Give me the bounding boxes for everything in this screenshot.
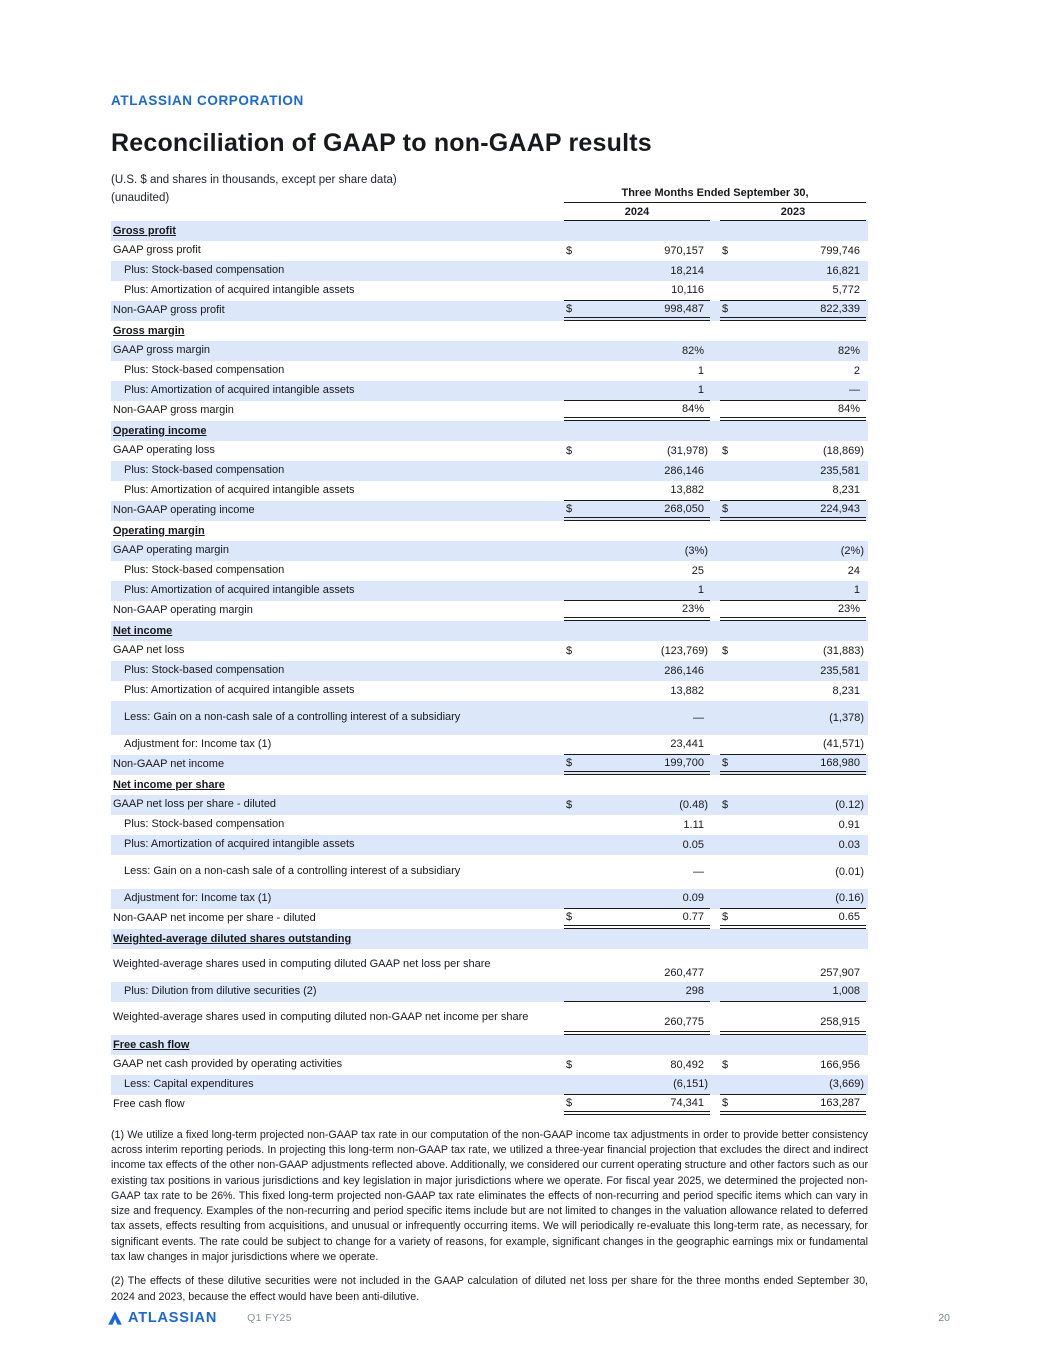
value: 23% (681, 602, 704, 615)
value-cell-2024 (564, 601, 710, 621)
value: (0.16) (835, 892, 864, 905)
table-row (111, 1055, 868, 1075)
footnotes (111, 1128, 868, 1305)
currency-symbol: $ (722, 756, 729, 769)
value-cell-2023 (720, 1055, 866, 1075)
value: (1,378) (829, 711, 864, 724)
value-cell-2024 (564, 361, 710, 381)
value: 80,492 (670, 1058, 704, 1071)
value: 5,772 (832, 284, 860, 297)
row-label: Less: Capital expenditures (124, 1077, 254, 1090)
value: 286,146 (664, 464, 704, 477)
row-label: GAAP net cash provided by operating activities (113, 1057, 343, 1070)
value: (3%) (684, 544, 708, 557)
value-cell-2024 (564, 561, 710, 581)
table-row (111, 241, 868, 261)
value: 0.77 (682, 910, 704, 923)
value-cell-2024 (564, 855, 710, 889)
section-row (111, 775, 868, 795)
value: 24 (847, 564, 860, 577)
value: 0.65 (838, 910, 860, 923)
atlassian-logo (107, 1310, 217, 1326)
page-footer (107, 1310, 950, 1326)
table-row (111, 541, 868, 561)
table-row (111, 441, 868, 461)
currency-symbol: $ (566, 756, 573, 769)
period-header: Three Months Ended September 30, (564, 187, 866, 203)
table-row (111, 661, 868, 681)
value-cell-2024 (564, 1095, 710, 1115)
section-label: Free cash flow (113, 1038, 190, 1051)
value: (31,883) (823, 644, 864, 657)
value-cell-2023 (720, 441, 866, 461)
value-cell-2024 (564, 982, 710, 1002)
value-cell-2024 (564, 301, 710, 321)
value: (0.12) (835, 798, 864, 811)
value: 2 (853, 364, 860, 377)
value: 0.03 (838, 838, 860, 851)
table-row (111, 301, 868, 321)
currency-symbol: $ (722, 302, 729, 315)
column-header-2024: 2024 (564, 203, 710, 221)
value-cell-2023 (720, 501, 866, 521)
table-row (111, 341, 868, 361)
value-cell-2023 (720, 381, 866, 401)
value-cell-2023 (720, 661, 866, 681)
row-label: Adjustment for: Income tax (1) (124, 891, 272, 904)
row-label: Plus: Amortization of acquired intangible assets (124, 483, 355, 496)
value: (31,978) (667, 444, 708, 457)
table-row (111, 795, 868, 815)
table-row (111, 835, 868, 855)
table-row (111, 909, 868, 929)
value: 0.91 (838, 818, 860, 831)
value: 8,231 (832, 684, 860, 697)
value-cell-2023 (720, 241, 866, 261)
subtitle-unaudited: (unaudited) (111, 191, 170, 204)
value-cell-2023 (720, 755, 866, 775)
row-label: Plus: Stock-based compensation (124, 463, 285, 476)
value: (0.01) (835, 865, 864, 878)
value: 1 (697, 364, 704, 377)
section-row (111, 321, 868, 341)
value-cell-2023 (720, 561, 866, 581)
value-cell-2024 (564, 281, 710, 301)
table-row (111, 361, 868, 381)
row-label: GAAP operating loss (113, 443, 215, 456)
value: 1,008 (832, 985, 860, 998)
value-cell-2024 (564, 261, 710, 281)
value-cell-2023 (720, 815, 866, 835)
table-row (111, 755, 868, 775)
value-cell-2023 (720, 855, 866, 889)
row-label: Non-GAAP gross profit (113, 303, 225, 316)
value-cell-2023 (720, 949, 866, 982)
value-cell-2024 (564, 461, 710, 481)
table-row (111, 261, 868, 281)
table-row (111, 641, 868, 661)
value: 0.05 (682, 838, 704, 851)
table-row (111, 949, 868, 982)
value: 1 (853, 584, 860, 597)
row-label: Plus: Stock-based compensation (124, 563, 285, 576)
value-cell-2024 (564, 401, 710, 421)
value-cell-2024 (564, 341, 710, 361)
table-row (111, 855, 868, 889)
footnote: (1) We utilize a fixed long-term projected non-GAAP tax rate in our computation of the non-GAAP income tax adjustments in order to provide better consistency across interim reporting periods. In projecting this long-term non-GAAP tax rate, we utilized a three-year financial projection that excludes the direct and indirect income tax effects of the other non-GAAP adjustments reflected above. Additionally, we considered our current operating structure and other factors such as our existing tax positions in various jurisdictions and key legislation in major jurisdictions where we operate. For fiscal year 2025, we determined the projected non-GAAP tax rate to be 26%. This fixed long-term projected non-GAAP tax rate eliminates the effects of non-recurring and period specific items which can vary in size and frequency. Examples of the non-recurring and period specific items include but are not limited to changes in the valuation allowance related to deferred tax assets, effects resulting from acquisitions, and unusual or infrequently occurring items. We will periodically re-evaluate this long-term rate, as necessary, for significant events. The rate could be subject to change for a variety of reasons, for example, significant changes in the geographic earnings mix or fundamental tax law changes in major jurisdictions where we operate. (111, 1128, 868, 1263)
value: 10,116 (671, 284, 704, 297)
company-name: ATLASSIAN CORPORATION (111, 93, 304, 108)
page-number: 20 (938, 1312, 950, 1324)
value: 235,581 (820, 464, 860, 477)
row-label: Plus: Amortization of acquired intangible assets (124, 383, 355, 396)
column-header-2023: 2023 (720, 203, 866, 221)
value: — (693, 865, 704, 878)
table-row (111, 501, 868, 521)
value-cell-2024 (564, 1075, 710, 1095)
footnote: (2) The effects of these dilutive securities were not included in the GAAP calculation of diluted net loss per share for the three months ended September 30, 2024 and 2023, because the effect would have been anti-dilutive. (111, 1275, 868, 1303)
row-label: Plus: Stock-based compensation (124, 263, 285, 276)
row-label: Weighted-average shares used in computing diluted non-GAAP net income per share (113, 1011, 529, 1024)
value: 260,477 (664, 966, 704, 979)
value-cell-2024 (564, 641, 710, 661)
table-header (111, 172, 868, 221)
table-row (111, 381, 868, 401)
value-cell-2023 (720, 641, 866, 661)
value: 23,441 (670, 738, 704, 751)
value-cell-2024 (564, 441, 710, 461)
currency-symbol: $ (566, 444, 573, 457)
currency-symbol: $ (722, 444, 729, 457)
value-cell-2023 (720, 341, 866, 361)
row-label: GAAP net loss (113, 643, 185, 656)
footer-period: Q1 FY25 (247, 1312, 292, 1324)
row-label: Non-GAAP net income per share - diluted (113, 911, 316, 924)
value: 16,821 (826, 264, 860, 277)
row-label: Plus: Amortization of acquired intangible assets (124, 837, 355, 850)
currency-symbol: $ (722, 644, 729, 657)
value-cell-2023 (720, 735, 866, 755)
value: 998,487 (664, 302, 704, 315)
reconciliation-table (111, 221, 868, 1115)
currency-symbol: $ (566, 910, 573, 923)
currency-symbol: $ (566, 302, 573, 315)
table-row (111, 1075, 868, 1095)
value: — (693, 711, 704, 724)
value-cell-2024 (564, 1002, 710, 1035)
row-label: GAAP operating margin (113, 543, 229, 556)
value: 84% (837, 402, 860, 415)
value: 286,146 (664, 664, 704, 677)
value: 1 (697, 584, 704, 597)
value: 82% (681, 344, 704, 357)
table-row (111, 735, 868, 755)
value: 166,956 (820, 1058, 860, 1071)
year-columns (564, 203, 866, 221)
value: 168,980 (820, 756, 860, 769)
value: 970,157 (664, 244, 704, 257)
value: 84% (681, 402, 704, 415)
table-row (111, 1002, 868, 1035)
value: 257,907 (820, 966, 860, 979)
value: 13,882 (670, 684, 704, 697)
value: 235,581 (820, 664, 860, 677)
value: (18,869) (823, 444, 864, 457)
value: — (849, 384, 860, 397)
section-label: Gross margin (113, 324, 185, 337)
value: (41,571) (823, 738, 864, 751)
row-label: GAAP net loss per share - diluted (113, 797, 277, 810)
currency-symbol: $ (722, 502, 729, 515)
currency-symbol: $ (566, 1096, 573, 1109)
value-cell-2023 (720, 361, 866, 381)
currency-symbol: $ (566, 244, 573, 257)
table-row (111, 581, 868, 601)
value: 74,341 (670, 1096, 704, 1109)
value-cell-2024 (564, 815, 710, 835)
table-row (111, 401, 868, 421)
table-row (111, 982, 868, 1002)
table-row (111, 481, 868, 501)
row-label: GAAP gross profit (113, 243, 201, 256)
currency-symbol: $ (722, 244, 729, 257)
value: 1.11 (683, 818, 704, 831)
period-block (564, 187, 866, 221)
section-label: Net income (113, 624, 173, 637)
section-label: Gross profit (113, 224, 176, 237)
value-cell-2023 (720, 681, 866, 701)
value: 224,943 (820, 502, 860, 515)
value: 822,339 (820, 302, 860, 315)
value-cell-2024 (564, 795, 710, 815)
value-cell-2024 (564, 755, 710, 775)
value: 258,915 (820, 1015, 860, 1028)
row-label: Non-GAAP net income (113, 757, 225, 770)
value: 260,775 (664, 1015, 704, 1028)
value-cell-2024 (564, 835, 710, 855)
value-cell-2024 (564, 481, 710, 501)
value: 1 (697, 384, 704, 397)
section-label: Operating margin (113, 524, 205, 537)
section-row (111, 221, 868, 241)
value-cell-2023 (720, 1002, 866, 1035)
page-title: Reconciliation of GAAP to non-GAAP results (111, 129, 652, 157)
table-row (111, 281, 868, 301)
value: 199,700 (664, 756, 704, 769)
value-cell-2024 (564, 949, 710, 982)
section-row (111, 621, 868, 641)
value-cell-2023 (720, 982, 866, 1002)
value: 18,214 (670, 264, 704, 277)
currency-symbol: $ (566, 644, 573, 657)
value: 82% (837, 344, 860, 357)
content (111, 0, 868, 1314)
value: 8,231 (832, 484, 860, 497)
row-label: Plus: Stock-based compensation (124, 663, 285, 676)
value-cell-2024 (564, 661, 710, 681)
section-label: Weighted-average diluted shares outstanding (113, 932, 352, 945)
value: (123,769) (660, 644, 708, 657)
value-cell-2023 (720, 1095, 866, 1115)
value-cell-2023 (720, 1075, 866, 1095)
value: (3,669) (829, 1078, 864, 1091)
value-cell-2024 (564, 1055, 710, 1075)
value: 0.09 (682, 892, 704, 905)
table-row (111, 561, 868, 581)
row-label: Plus: Stock-based compensation (124, 363, 285, 376)
row-label: Non-GAAP operating income (113, 503, 255, 516)
table-row (111, 1095, 868, 1115)
value: (6,151) (673, 1078, 708, 1091)
value: 799,746 (820, 244, 860, 257)
value-cell-2023 (720, 481, 866, 501)
row-label: Plus: Stock-based compensation (124, 817, 285, 830)
subtitle-units: (U.S. $ and shares in thousands, except per share data) (111, 174, 397, 186)
value-cell-2024 (564, 381, 710, 401)
value-cell-2023 (720, 581, 866, 601)
table-row (111, 461, 868, 481)
row-label: Less: Gain on a non-cash sale of a controlling interest of a subsidiary (124, 864, 461, 877)
row-label: Plus: Dilution from dilutive securities (2) (124, 984, 317, 997)
row-label: Non-GAAP gross margin (113, 403, 234, 416)
currency-symbol: $ (722, 798, 729, 811)
value-cell-2024 (564, 581, 710, 601)
row-label: Plus: Amortization of acquired intangible assets (124, 283, 355, 296)
value: (0.48) (679, 798, 708, 811)
section-row (111, 929, 868, 949)
section-label: Net income per share (113, 778, 225, 791)
row-label: Plus: Amortization of acquired intangible assets (124, 583, 355, 596)
value: 25 (691, 564, 704, 577)
table-row (111, 681, 868, 701)
value-cell-2023 (720, 835, 866, 855)
section-label: Operating income (113, 424, 207, 437)
value-cell-2023 (720, 701, 866, 735)
row-label: Free cash flow (113, 1097, 185, 1110)
row-label: Non-GAAP operating margin (113, 603, 253, 616)
value-cell-2023 (720, 461, 866, 481)
row-label: Adjustment for: Income tax (1) (124, 737, 272, 750)
value-cell-2024 (564, 241, 710, 261)
value-cell-2024 (564, 701, 710, 735)
value-cell-2023 (720, 601, 866, 621)
table-row (111, 701, 868, 735)
value-cell-2023 (720, 541, 866, 561)
value: 163,287 (820, 1096, 860, 1109)
atlassian-wordmark: ATLASSIAN (128, 1310, 218, 1326)
row-label: GAAP gross margin (113, 343, 211, 356)
value: (2%) (840, 544, 864, 557)
value-cell-2023 (720, 281, 866, 301)
value-cell-2023 (720, 401, 866, 421)
value-cell-2024 (564, 735, 710, 755)
row-label: Less: Gain on a non-cash sale of a controlling interest of a subsidiary (124, 710, 461, 723)
value-cell-2024 (564, 681, 710, 701)
value: 268,050 (664, 502, 704, 515)
currency-symbol: $ (566, 1058, 573, 1071)
section-row (111, 421, 868, 441)
table-row (111, 815, 868, 835)
value-cell-2023 (720, 889, 866, 909)
value-cell-2023 (720, 301, 866, 321)
currency-symbol: $ (566, 502, 573, 515)
atlassian-mark-icon (107, 1310, 123, 1326)
currency-symbol: $ (722, 1058, 729, 1071)
currency-symbol: $ (566, 798, 573, 811)
value-cell-2024 (564, 889, 710, 909)
value: 23% (837, 602, 860, 615)
value: 298 (685, 985, 704, 998)
value-cell-2023 (720, 261, 866, 281)
row-label: Plus: Amortization of acquired intangible assets (124, 683, 355, 696)
value: 13,882 (670, 484, 704, 497)
currency-symbol: $ (722, 910, 729, 923)
currency-symbol: $ (722, 1096, 729, 1109)
value-cell-2023 (720, 909, 866, 929)
row-label: Weighted-average shares used in computing diluted GAAP net loss per share (113, 958, 491, 971)
value-cell-2024 (564, 501, 710, 521)
value-cell-2024 (564, 541, 710, 561)
table-row (111, 601, 868, 621)
value-cell-2023 (720, 795, 866, 815)
table-subtitles (111, 172, 564, 208)
section-row (111, 1035, 868, 1055)
section-row (111, 521, 868, 541)
value-cell-2024 (564, 909, 710, 929)
table-row (111, 889, 868, 909)
